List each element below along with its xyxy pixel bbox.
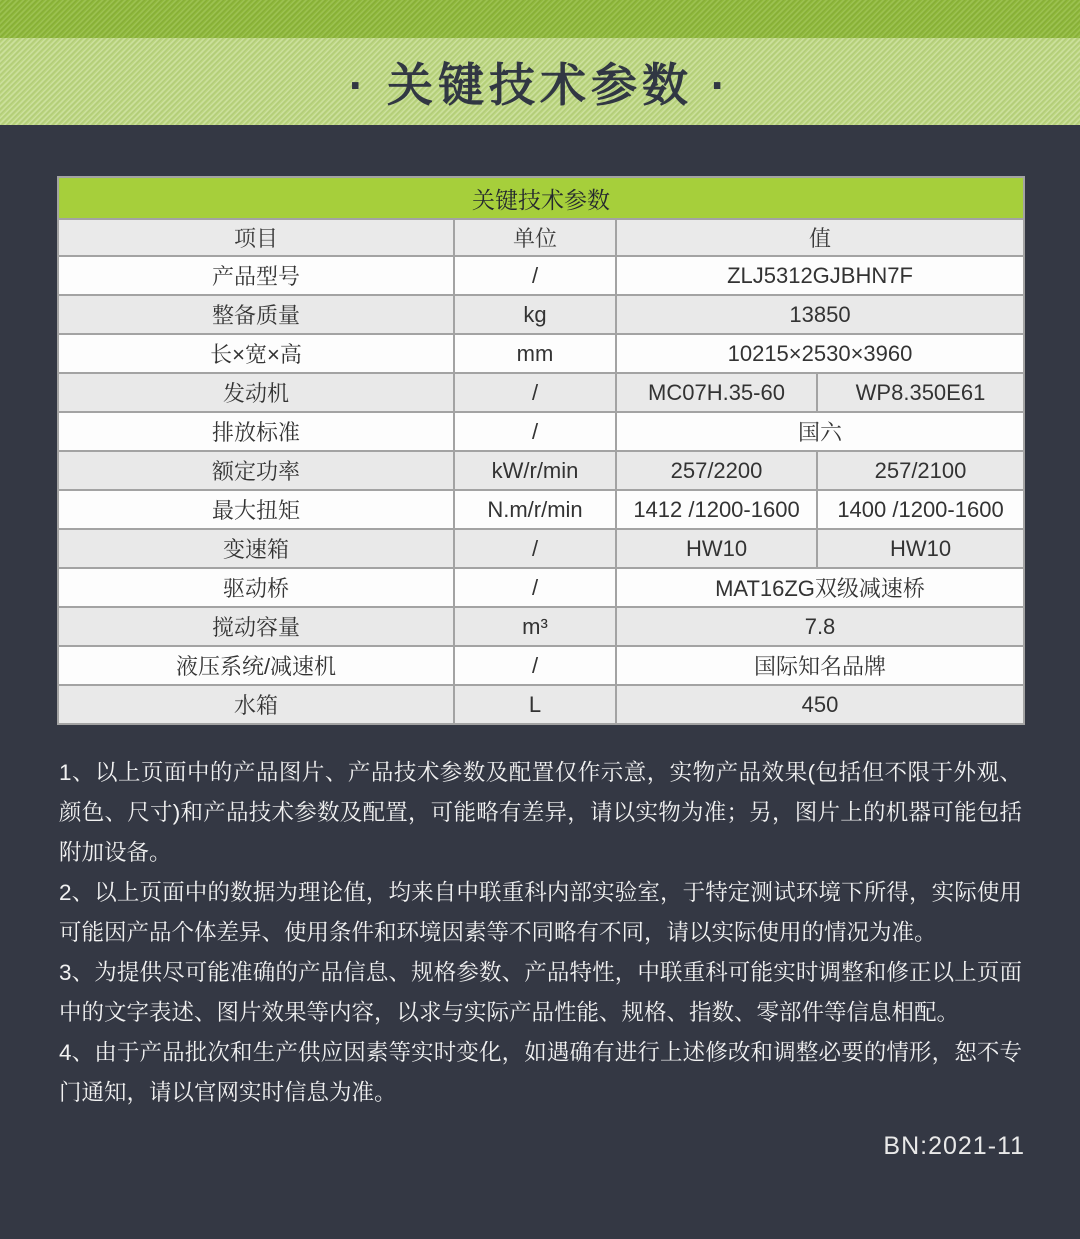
cell-unit: / xyxy=(454,256,616,295)
cell-unit: mm xyxy=(454,334,616,373)
table-row xyxy=(58,412,1024,451)
cell-value-right: WP8.350E61 xyxy=(817,373,1024,412)
note-1: 1、以上页面中的产品图片、产品技术参数及配置仅作示意，实物产品效果(包括但不限于外观、颜色、尺寸)和产品技术参数及配置，可能略有差异，请以实物为准；另，图片上的机器可能包括附加设备。 xyxy=(59,760,1022,865)
cell-item: 发动机 xyxy=(58,373,454,412)
cell-item: 水箱 xyxy=(58,685,454,724)
cell-value: 13850 xyxy=(616,295,1024,334)
table-row xyxy=(58,646,1024,685)
cell-unit: / xyxy=(454,529,616,568)
cell-item: 搅动容量 xyxy=(58,607,454,646)
cell-value-left: HW10 xyxy=(616,529,817,568)
cell-value: 450 xyxy=(616,685,1024,724)
note-2: 2、以上页面中的数据为理论值，均来自中联重科内部实验室，于特定测试环境下所得，实际使用可能因产品个体差异、使用条件和环境因素等不同略有不同，请以实际使用的情况为准。 xyxy=(59,880,1022,945)
cell-value: 10215×2530×3960 xyxy=(616,334,1024,373)
disclaimer-notes xyxy=(59,753,1022,1113)
table-row xyxy=(58,568,1024,607)
cell-item: 液压系统/减速机 xyxy=(58,646,454,685)
spec-table xyxy=(57,176,1025,725)
spec-table-container xyxy=(57,176,1023,725)
cell-value-right: 257/2100 xyxy=(817,451,1024,490)
column-header-value: 值 xyxy=(616,219,1024,256)
cell-value-right: HW10 xyxy=(817,529,1024,568)
cell-value: 7.8 xyxy=(616,607,1024,646)
table-row xyxy=(58,334,1024,373)
table-title-row xyxy=(58,177,1024,219)
table-row xyxy=(58,490,1024,529)
column-header-unit: 单位 xyxy=(454,219,616,256)
table-row xyxy=(58,529,1024,568)
table-row xyxy=(58,607,1024,646)
table-row xyxy=(58,295,1024,334)
cell-unit: / xyxy=(454,412,616,451)
cell-item: 整备质量 xyxy=(58,295,454,334)
cell-unit: / xyxy=(454,646,616,685)
cell-item: 长×宽×高 xyxy=(58,334,454,373)
cell-value-left: 257/2200 xyxy=(616,451,817,490)
cell-value: ZLJ5312GJBHN7F xyxy=(616,256,1024,295)
cell-value-right: 1400 /1200-1600 xyxy=(817,490,1024,529)
cell-item: 驱动桥 xyxy=(58,568,454,607)
table-row xyxy=(58,451,1024,490)
cell-item: 最大扭矩 xyxy=(58,490,454,529)
cell-value: MAT16ZG双级减速桥 xyxy=(616,568,1024,607)
cell-unit: / xyxy=(454,373,616,412)
cell-unit: m³ xyxy=(454,607,616,646)
cell-item: 变速箱 xyxy=(58,529,454,568)
cell-unit: L xyxy=(454,685,616,724)
cell-unit: kg xyxy=(454,295,616,334)
cell-unit: kW/r/min xyxy=(454,451,616,490)
cell-item: 排放标准 xyxy=(58,412,454,451)
column-header-item: 项目 xyxy=(58,219,454,256)
column-header-row xyxy=(58,219,1024,256)
banner-stripe-dark xyxy=(0,0,1080,38)
cell-item: 额定功率 xyxy=(58,451,454,490)
page-title: · 关键技术参数 · xyxy=(348,58,732,111)
cell-value: 国六 xyxy=(616,412,1024,451)
table-row xyxy=(58,256,1024,295)
top-banner xyxy=(0,0,1080,125)
note-4: 4、由于产品批次和生产供应因素等实时变化，如遇确有进行上述修改和调整必要的情形，恕不专门通知，请以官网实时信息为准。 xyxy=(59,1040,1022,1105)
banner-stripe-light xyxy=(0,38,1080,125)
table-row xyxy=(58,373,1024,412)
table-title: 关键技术参数 xyxy=(58,177,1024,219)
cell-unit: N.m/r/min xyxy=(454,490,616,529)
note-3: 3、为提供尽可能准确的产品信息、规格参数、产品特性，中联重科可能实时调整和修正以上页面中的文字表述、图片效果等内容，以求与实际产品性能、规格、指数、零部件等信息相配。 xyxy=(59,960,1022,1025)
cell-value-left: MC07H.35-60 xyxy=(616,373,817,412)
cell-value: 国际知名品牌 xyxy=(616,646,1024,685)
bn-code: BN:2021-11 xyxy=(883,1132,1025,1160)
cell-unit: / xyxy=(454,568,616,607)
cell-item: 产品型号 xyxy=(58,256,454,295)
cell-value-left: 1412 /1200-1600 xyxy=(616,490,817,529)
table-row xyxy=(58,685,1024,724)
